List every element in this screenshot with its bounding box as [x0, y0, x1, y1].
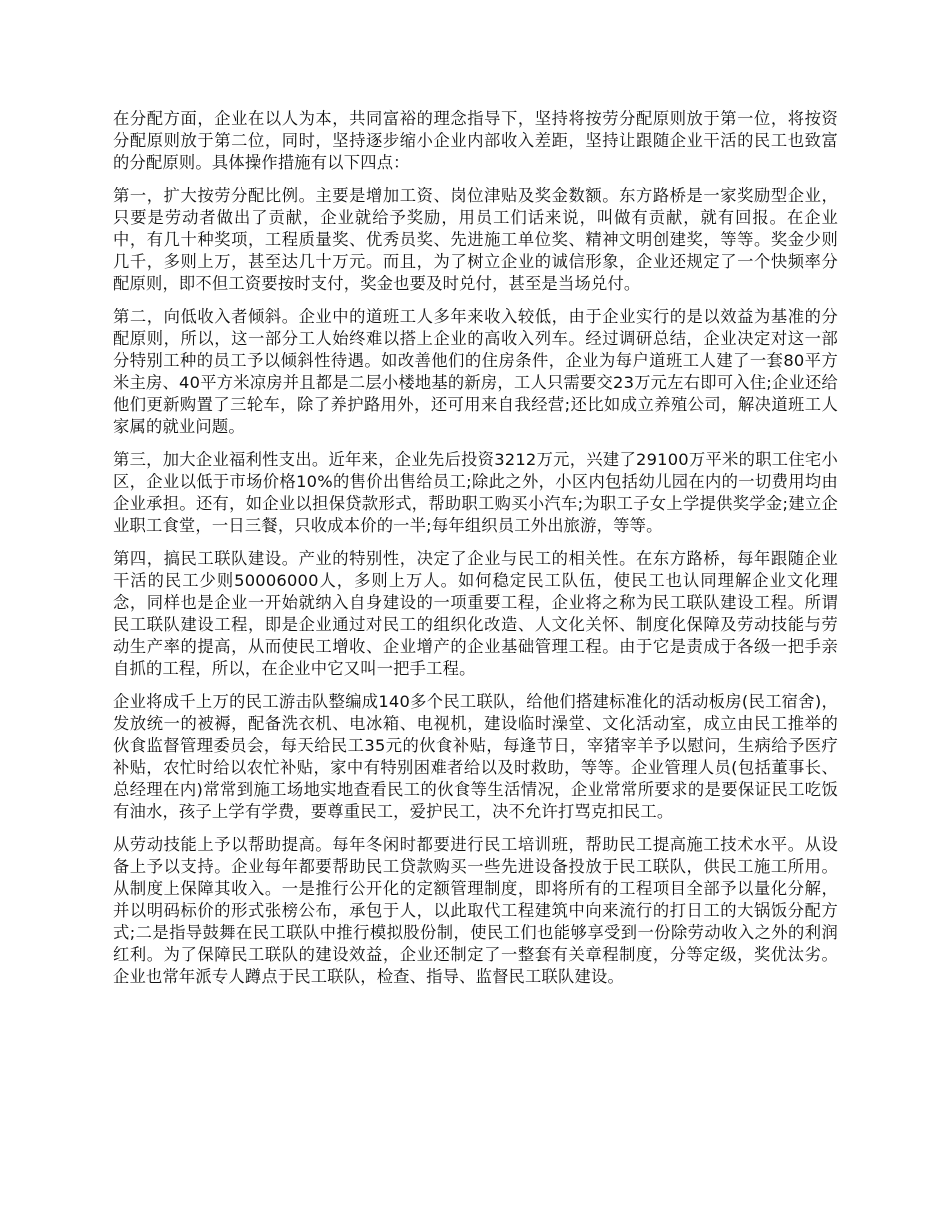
paragraph-second-measure: 第二，向低收入者倾斜。企业中的道班工人多年来收入较低，由于企业实行的是以效益为基准的分配原则，所以，这一部分工人始终难以搭上企业的高收入列车。经过调研总结，企业决定对这一部分特别工种的员工予以倾斜性待遇。如改善他们的住房条件，企业为每户道班工人建了一套80平方米主房、40平方米凉房并且都是二层小楼地基的新房，工人只需要交23万元左右即可入住;企业还给他们更新购置了三轮车，除了养护路用外，还可用来自我经营;还比如成立养殖公司，解决道班工人家属的就业问题。	[113, 307, 838, 436]
paragraph-migrant-teams: 企业将成千上万的民工游击队整编成140多个民工联队，给他们搭建标准化的活动板房(民工宿舍)，发放统一的被褥，配备洗衣机、电冰箱、电视机，建设临时澡堂、文化活动室，成立由民工推举的伙食监督管理委员会，每天给民工35元的伙食补贴，每逢节日，宰猪宰羊予以慰问，生病给予医疗补贴，农忙时给以农忙补贴，家中有特别困难者给以及时救助，等等。企业管理人员(包括董事长、总经理在内)常常到施工场地实地查看民工的伙食等生活情况，企业常常所要求的是要保证民工吃饭有油水，孩子上学有学费，要尊重民工，爱护民工，决不允许打骂克扣民工。	[113, 692, 838, 821]
paragraph-skills-support: 从劳动技能上予以帮助提高。每年冬闲时都要进行民工培训班，帮助民工提高施工技术水平。从设备上予以支持。企业每年都要帮助民工贷款购买一些先进设备投放于民工联队，供民工施工所用。从制度上保障其收入。一是推行公开化的定额管理制度，即将所有的工程项目全部予以量化分解，并以明码标价的形式张榜公布，承包于人，以此取代工程建筑中向来流行的打日工的大锅饭分配方式;二是指导鼓舞在民工联队中推行模拟股份制，使民工们也能够享受到一份除劳动收入之外的利润红利。为了保障民工联队的建设效益，企业还制定了一整套有关章程制度，分等定级，奖优汰劣。企业也常年派专人蹲点于民工联队，检查、指导、监督民工联队建设。	[113, 835, 838, 986]
document-body	[113, 108, 838, 999]
paragraph-intro: 在分配方面，企业在以人为本，共同富裕的理念指导下，坚持将按劳分配原则放于第一位，将按资分配原则放于第二位，同时，坚持逐步缩小企业内部收入差距，坚持让跟随企业干活的民工也致富的分配原则。具体操作措施有以下四点：	[113, 109, 838, 172]
paragraph-fourth-measure: 第四，搞民工联队建设。产业的特别性，决定了企业与民工的相关性。在东方路桥，每年跟随企业干活的民工少则50006000人，多则上万人。如何稳定民工队伍，使民工也认同理解企业文化理念，同样也是企业一开始就纳入自身建设的一项重要工程，企业将之称为民工联队建设工程。所谓民工联队建设工程，即是企业通过对民工的组织化改造、人文化关怀、制度化保障及劳动技能与劳动生产率的提高，从而使民工增收、企业增产的企业基础管理工程。由于它是责成于各级一把手亲自抓的工程，所以，在企业中它又叫一把手工程。	[113, 549, 838, 678]
paragraph-third-measure: 第三，加大企业福利性支出。近年来，企业先后投资3212万元，兴建了29100万平米的职工住宅小区，企业以低于市场价格10%的售价出售给员工;除此之外，小区内包括幼儿园在内的一切费用均由企业承担。还有，如企业以担保贷款形式，帮助职工购买小汽车;为职工子女上学提供奖学金;建立企业职工食堂，一日三餐，只收成本价的一半;每年组织员工外出旅游，等等。	[113, 450, 838, 535]
paragraph-first-measure: 第一，扩大按劳分配比例。主要是增加工资、岗位津贴及奖金数额。东方路桥是一家奖励型企业，只要是劳动者做出了贡献，企业就给予奖励，用员工们话来说，叫做有贡献，就有回报。在企业中，有几十种奖项，工程质量奖、优秀员奖、先进施工单位奖、精神文明创建奖，等等。奖金少则几千，多则上万，甚至达几十万元。而且，为了树立企业的诚信形象，企业还规定了一个快频率分配原则，即不但工资要按时支付，奖金也要及时兑付，甚至是当场兑付。	[113, 186, 838, 293]
